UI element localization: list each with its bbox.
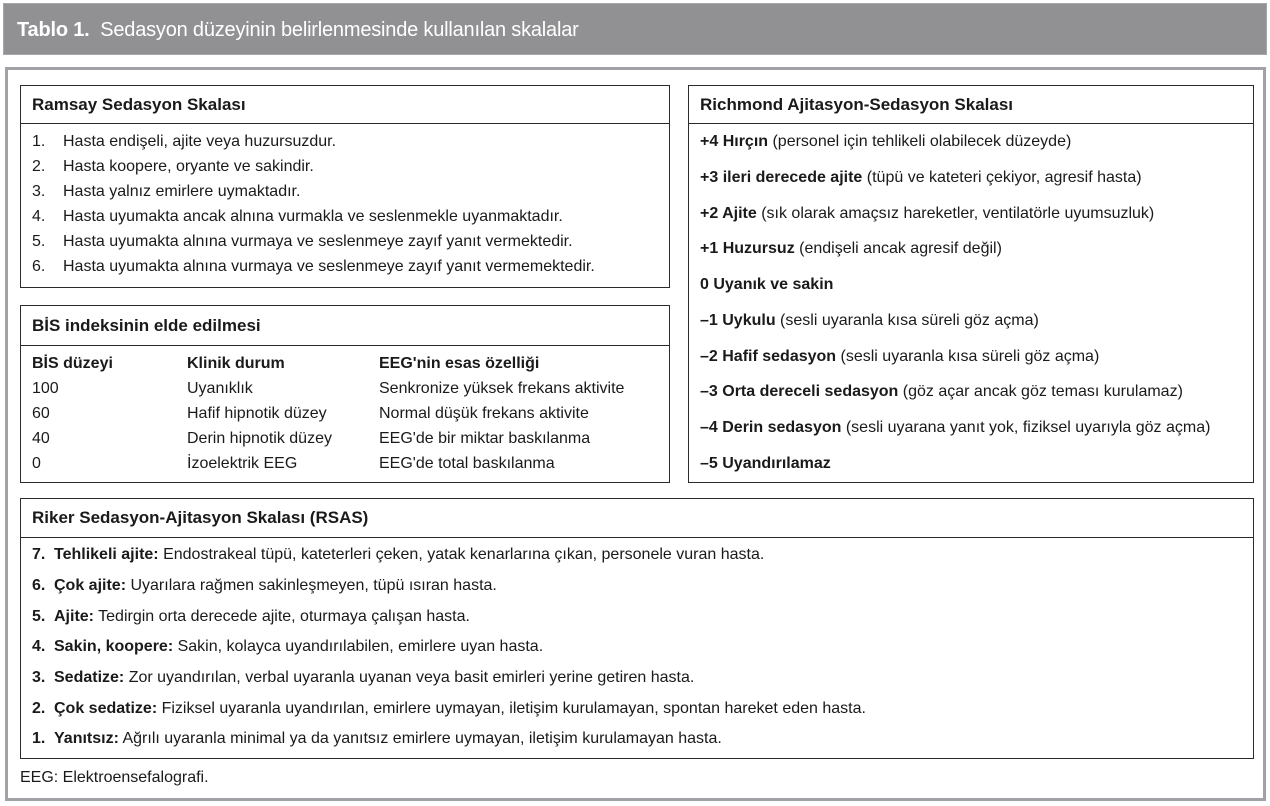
item-desc: Fiziksel uyaranla uyandırılan, emirlere uymayan, iletişim kurulamayan, spontan hareket eden hasta. [157,700,866,717]
table-cell: 40 [32,430,50,447]
footnote: EEG: Elektroensefalografi. [20,769,209,786]
item-number: 5. [32,233,46,250]
riker-item [32,638,543,656]
ramsay-item [32,158,314,176]
item-term: +1 Huzursuz [700,240,795,257]
item-term: +3 ileri derecede ajite [700,169,863,186]
richmond-item [700,312,1039,330]
item-term: Yanıtsız: [54,730,119,747]
item-desc: (sesli uyaranla kısa süreli göz açma) [836,348,1100,365]
riker-scale-box [20,498,1254,759]
item-text: Hasta endişeli, ajite veya huzursuzdur. [63,133,337,150]
ramsay-list [21,124,669,287]
ramsay-scale-box [20,85,670,288]
richmond-item [700,205,1154,223]
item-desc: (personel için tehlikeli olabilecek düzeyde) [768,133,1072,150]
ramsay-item [32,208,563,226]
column-header: Klinik durum [187,355,285,372]
richmond-item [700,169,1142,187]
richmond-item [700,383,1183,401]
ramsay-item [32,233,573,251]
item-desc: Uyarılara rağmen sakinleşmeyen, tüpü ısıran hasta. [126,577,497,594]
item-text: Hasta uyumakta alnına vurmaya ve seslenmeye zayıf yanıt vermemektedir. [63,258,595,275]
ramsay-item [32,258,595,276]
item-number: 4. [32,638,46,655]
item-number: 1. [32,730,46,747]
table-title [17,19,579,42]
table-cell: Hafif hipnotik düzey [187,405,327,422]
riker-item [32,669,694,687]
item-number: 6. [32,258,46,275]
table-cell: 0 [32,455,41,472]
item-number: 3. [32,669,46,686]
item-term: Ajite: [54,608,94,625]
richmond-item [700,419,1210,437]
column-header: BİS düzeyi [32,355,113,372]
item-desc: (endişeli ancak agresif değil) [794,240,1002,257]
item-text: Hasta uyumakta ancak alnına vurmakla ve seslenmekle uyanmaktadır. [63,208,563,225]
item-term: +2 Ajite [700,205,757,222]
table-cell: Normal düşük frekans aktivite [379,405,589,422]
item-desc: (tüpü ve kateteri çekiyor, agresif hasta) [862,169,1142,186]
table-title-bar [3,3,1267,55]
item-text: Hasta koopere, oryante ve sakindir. [63,158,314,175]
table-cell: Uyanıklık [187,380,253,397]
bis-heading: BİS indeksinin elde edilmesi [21,306,669,346]
item-term: Tehlikeli ajite: [54,546,159,563]
richmond-scale-box [688,85,1254,483]
item-number: 6. [32,577,46,594]
item-term: 0 Uyanık ve sakin [700,276,834,293]
item-desc: (sesli uyarana yanıt yok, fiziksel uyarıyla göz açma) [841,419,1211,436]
item-number: 2. [32,158,46,175]
riker-item [32,608,470,626]
table-cell: 60 [32,405,50,422]
richmond-item [700,455,831,473]
richmond-item [700,276,833,294]
richmond-list [689,124,1253,482]
table-cell: İzoelektrik EEG [187,455,298,472]
item-desc: (sesli uyaranla kısa süreli göz açma) [775,312,1039,329]
item-term: –5 Uyandırılamaz [700,455,831,472]
item-term: –4 Derin sedasyon [700,419,842,436]
item-number: 1. [32,133,46,150]
item-term: Çok ajite: [54,577,127,594]
item-text: Hasta uyumakta alnına vurmaya ve seslenmeye zayıf yanıt vermektedir. [63,233,573,250]
item-desc: Sakin, kolayca uyandırılabilen, emirlere uyan hasta. [173,638,544,655]
riker-list [21,538,1253,758]
bis-table [21,346,669,482]
item-term: –2 Hafif sedasyon [700,348,837,365]
richmond-heading: Richmond Ajitasyon-Sedasyon Skalası [689,86,1253,124]
table-cell: EEG'de total baskılanma [379,455,555,472]
riker-item [32,730,722,748]
ramsay-item [32,133,336,151]
ramsay-item [32,183,300,201]
richmond-item [700,133,1071,151]
item-term: Sakin, koopere: [54,638,174,655]
richmond-item [700,348,1099,366]
table-cell: 100 [32,380,59,397]
item-desc: (göz açar ancak göz teması kurulamaz) [898,383,1183,400]
item-desc: (sık olarak amaçsız hareketler, ventilatörle uyumsuzluk) [756,205,1155,222]
table-cell: EEG'de bir miktar baskılanma [379,430,591,447]
riker-item [32,546,764,564]
ramsay-heading: Ramsay Sedasyon Skalası [21,86,669,124]
item-term: –3 Orta dereceli sedasyon [700,383,899,400]
item-term: –1 Uykulu [700,312,776,329]
richmond-item [700,240,1002,258]
item-desc: Zor uyandırılan, verbal uyaranla uyanan veya basit emirleri yerine getiren hasta. [124,669,695,686]
item-number: 4. [32,208,46,225]
item-term: Çok sedatize: [54,700,158,717]
item-desc: Tedirgin orta derecede ajite, oturmaya çalışan hasta. [94,608,470,625]
riker-heading: Riker Sedasyon-Ajitasyon Skalası (RSAS) [21,499,1253,538]
table-caption: Sedasyon düzeyinin belirlenmesinde kullanılan skalalar [100,19,579,41]
riker-item [32,700,866,718]
item-number: 3. [32,183,46,200]
item-desc: Ağrılı uyaranla minimal ya da yanıtsız emirlere uymayan, iletişim kurulamayan hasta. [118,730,722,747]
item-term: Sedatize: [54,669,125,686]
item-term: +4 Hırçın [700,133,769,150]
table-cell: Derin hipnotik düzey [187,430,332,447]
item-number: 2. [32,700,46,717]
item-desc: Endostrakeal tüpü, kateterleri çeken, yatak kenarlarına çıkan, personele vuran hasta. [158,546,765,563]
item-number: 5. [32,608,46,625]
bis-index-box [20,305,670,483]
riker-item [32,577,497,595]
table-label: Tablo 1. [17,19,90,41]
table-cell: Senkronize yüksek frekans aktivite [379,380,625,397]
column-header: EEG'nin esas özelliği [379,355,540,372]
item-text: Hasta yalnız emirlere uymaktadır. [63,183,301,200]
item-number: 7. [32,546,46,563]
